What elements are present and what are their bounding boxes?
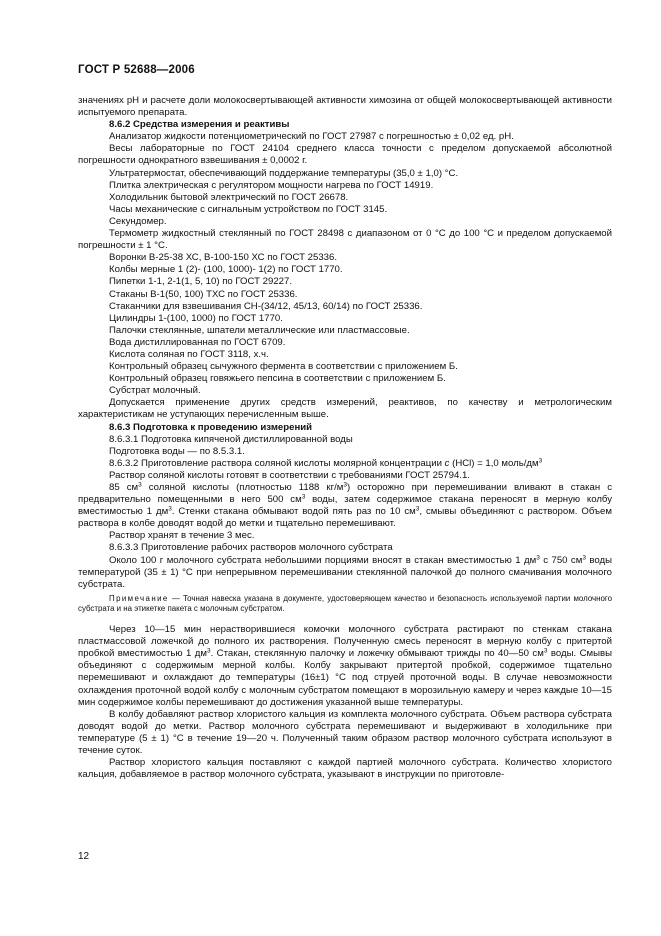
- list-item: Весы лабораторные по ГОСТ 24104 среднего класса точности с пределом допускаемой абсолютной погрешности однократного взвешивания ± 0,0002 г.: [78, 143, 612, 167]
- section-heading-8-6-2: 8.6.2 Средства измерения и реактивы: [109, 119, 290, 131]
- paragraph: Раствор соляной кислоты готовят в соответствии с требованиями ГОСТ 25794.1.: [109, 469, 470, 481]
- list-item: Цилиндры 1-(100, 1000) по ГОСТ 1770.: [109, 312, 283, 324]
- list-item: Контрольный образец говяжьего пепсина в соответствии с приложением Б.: [109, 373, 446, 385]
- list-item: Секундомер.: [109, 215, 167, 227]
- subsection-heading: 8.6.3.3 Приготовление рабочих растворов молочного субстрата: [109, 542, 393, 554]
- paragraph: Допускается применение других средств измерений, реактивов, по качеству и метрологическим характеристикам не уступающих перечисленным выше.: [78, 397, 612, 421]
- list-item: Стаканы В-1(50, 100) ТХС по ГОСТ 25336.: [109, 288, 298, 300]
- list-item: Вода дистиллированная по ГОСТ 6709.: [109, 336, 286, 348]
- list-item: Анализатор жидкости потенциометрический по ГОСТ 27987 с погрешностью ± 0,02 ед. pH.: [109, 131, 514, 143]
- list-item: Палочки стеклянные, шпатели металлические или пластмассовые.: [109, 324, 410, 336]
- paragraph: значениях pH и расчете доли молокосвертывающей активности химозина от общей молокосвертывающей активности испытуемого препарата.: [78, 95, 612, 119]
- paragraph: Через 10—15 мин нерастворившиеся комочки молочного субстрата растирают по стенкам стакана пластмассовой ложечкой до полного их растворения. Полученную смесь переносят в мерную колбу с притертой пробкой вместимостью 1 $дм^3$. Стакан, стеклянную палочку и ложечку обмывают трижды по 40—50 $см^3$ воды. Смывы объединяют с содержимым мерной колбы. Колбу закрывают притертой пробкой, содержимое тщательно перемешивают и охлаждают до температуры (16±1) °С под струей проточной воды. В случае невозможности охлаждения проточной водой колбу с молочным субстратом помещают в морозильную камеру и через каждые 10—15 мин содержимое колбы перемешивают до достижения указанной выше температуры.: [78, 624, 612, 708]
- paragraph: Подготовка воды — по 8.5.3.1.: [109, 445, 245, 457]
- list-item: Пипетки 1-1, 2-1(1, 5, 10) по ГОСТ 29227.: [109, 276, 292, 288]
- paragraph: Около 100 г молочного субстрата небольшими порциями вносят в стакан вместимостью 1 $дм^3$ с 750 $см^3$ воды температурой (35 ± 1) °С при непрерывном перемешивании стеклянной палочкой до полного смачивания молочного субстрата.: [78, 554, 612, 590]
- list-item: Воронки В-25-38 ХС, В-100-150 ХС по ГОСТ 25336.: [109, 252, 337, 264]
- paragraph: 85 $см^3$ соляной кислоты (плотностью 1188 $кг/м^3$) осторожно при перемешивании вливают в стакан с предварительно помещенными в него 500 $см^3$ воды, затем содержимое стакана переносят в мерную колбу вместимостью 1 $дм^3$. Стенки стакана обмывают водой пять раз по 10 $см^3$, смывы объединяют с раствором. Объем раствора в колбе доводят водой до метки и тщательно перемешивают.: [78, 481, 612, 530]
- note: Примечание — Точная навеска указана в документе, удостоверяющем качество и безопасность используемой партии молочного субстрата и на этикетке пакета с молочным субстратом.: [78, 593, 612, 614]
- list-item: Плитка электрическая с регулятором мощности нагрева по ГОСТ 14919.: [109, 179, 434, 191]
- subsection-heading: 8.6.3.1 Подготовка кипяченой дистиллированной воды: [109, 433, 353, 445]
- subsection-heading: 8.6.3.2 Приготовление раствора соляной кислоты молярной концентрации c (HCl) = 1,0 моль/$дм^3$: [109, 457, 543, 469]
- note-label: Примечание: [109, 593, 169, 603]
- page-header-standard-number: ГОСТ Р 52688—2006: [78, 64, 195, 76]
- list-item: Стаканчики для взвешивания СН-(34/12, 45/13, 60/14) по ГОСТ 25336.: [109, 300, 423, 312]
- list-item: Ультратермостат, обеспечивающий поддержание температуры (35,0 ± 1,0) °С.: [109, 167, 459, 179]
- list-item: Кислота соляная по ГОСТ 3118, х.ч.: [109, 348, 269, 360]
- list-item: Субстрат молочный.: [109, 385, 201, 397]
- list-item: Часы механические с сигнальным устройством по ГОСТ 3145.: [109, 203, 388, 215]
- paragraph: В колбу добавляют раствор хлористого кальция из комплекта молочного субстрата. Объем раствора субстрата доводят водой до метки. Раствор молочного субстрата перемешивают и выдерживают в холодильнике при температуре (5 ± 1) °С в течение 19—20 ч. Полученный таким образом раствор молочного субстрата используют в течение суток.: [78, 708, 612, 756]
- section-heading-8-6-3: 8.6.3 Подготовка к проведению измерений: [109, 421, 313, 433]
- document-body: [78, 95, 612, 781]
- list-item: Холодильник бытовой электрический по ГОСТ 26678.: [109, 191, 349, 203]
- list-item: Контрольный образец сычужного фермента в соответствии с приложением Б.: [109, 361, 458, 373]
- paragraph: Раствор хранят в течение 3 мес.: [109, 530, 255, 542]
- list-item: Термометр жидкостный стеклянный по ГОСТ 28498 с диапазоном от 0 °С до 100 °С и пределом допускаемой погрешности ± 1 °С.: [78, 228, 612, 252]
- paragraph: Раствор хлористого кальция поставляют с каждой партией молочного субстрата. Количество хлористого кальция, добавляемое в раствор молочного субстрата, указывают в инструкции по приготовле-: [78, 757, 612, 781]
- list-item: Колбы мерные 1 (2)- (100, 1000)- 1(2) по ГОСТ 1770.: [109, 264, 343, 276]
- page-number: 12: [78, 851, 90, 862]
